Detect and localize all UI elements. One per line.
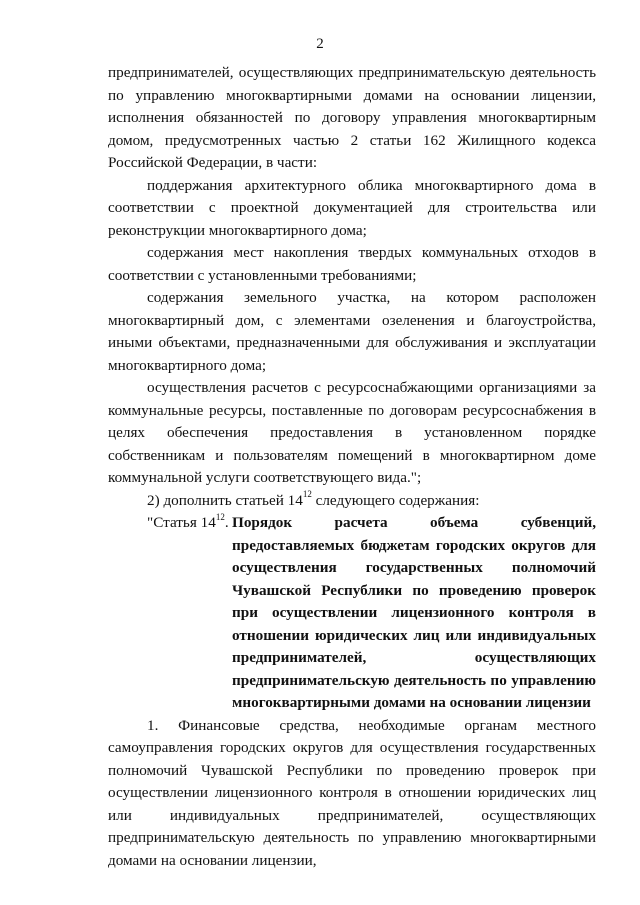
clause-1: 1. Финансовые средства, необходимые органам местного самоуправления городских округов для осуществления государственных полномочий Чувашской Республики по проведению проверок при осуществлении лицензионного контроля в отношении юридических лиц или индивидуальных предпринимателей, осуществляющих предпринимательскую деятельность по управлению многоквартирными домами на основании лицензии, — [108, 716, 596, 869]
article-label-superscript: 12 — [215, 511, 225, 522]
article-label-dot: . — [224, 514, 229, 531]
paragraph-resource-settlements: осуществления расчетов с ресурсоснабжающими организациями за коммунальные ресурсы, поставленные по договорам ресурсоснабжения в целях обеспечения предоставления в установленном порядке собственникам и пользователям помещений в многоквартирном доме коммунальной услуги соответствующего вида."; — [108, 379, 596, 486]
article-label — [108, 512, 232, 715]
paragraph-land-plot-maintenance: содержания земельного участка, на котором расположен многоквартирный дом, с элементами озеленения и благоустройства, иными объектами, предназначенными для обслуживания и эксплуатации многоквартирного дома; — [108, 289, 596, 374]
paragraph-continuation: предпринимателей, осуществляющих предпринимательскую деятельность по управлению многоквартирными домами на основании лицензии, исполнения обязанностей по договору управления многоквартирным домом, предусмотренных частью 2 статьи 162 Жилищного кодекса Российской Федерации, в части: — [108, 64, 596, 171]
amendment-clause — [108, 490, 596, 513]
article-label-text: "Статья 14 — [147, 514, 216, 531]
paragraph-architectural-appearance: поддержания архитектурного облика многоквартирного дома в соответствии с проектной документацией для строительства или реконструкции многоквартирного дома; — [108, 176, 596, 239]
page-number: 2 — [316, 36, 324, 52]
amendment-text-before: 2) дополнить статьей 14 — [147, 491, 303, 509]
document-body — [108, 62, 596, 872]
article-title: Порядок расчета объема субвенций, предоставляемых бюджетам городских округов для осуществления государственных полномочий Чувашской Республики по проведению проверок при осуществлении лицензионного контроля в отношении юридических лиц или индивидуальных предпринимателей, осуществляющих предпринимательскую деятельность по управлению многоквартирными домами на основании лицензии — [232, 514, 596, 711]
amendment-article-superscript: 12 — [302, 489, 312, 500]
paragraph-waste-collection-sites: содержания мест накопления твердых коммунальных отходов в соответствии с установленными требованиями; — [108, 244, 596, 284]
article-heading — [108, 512, 596, 715]
amendment-text-after: следующего содержания: — [311, 491, 480, 509]
